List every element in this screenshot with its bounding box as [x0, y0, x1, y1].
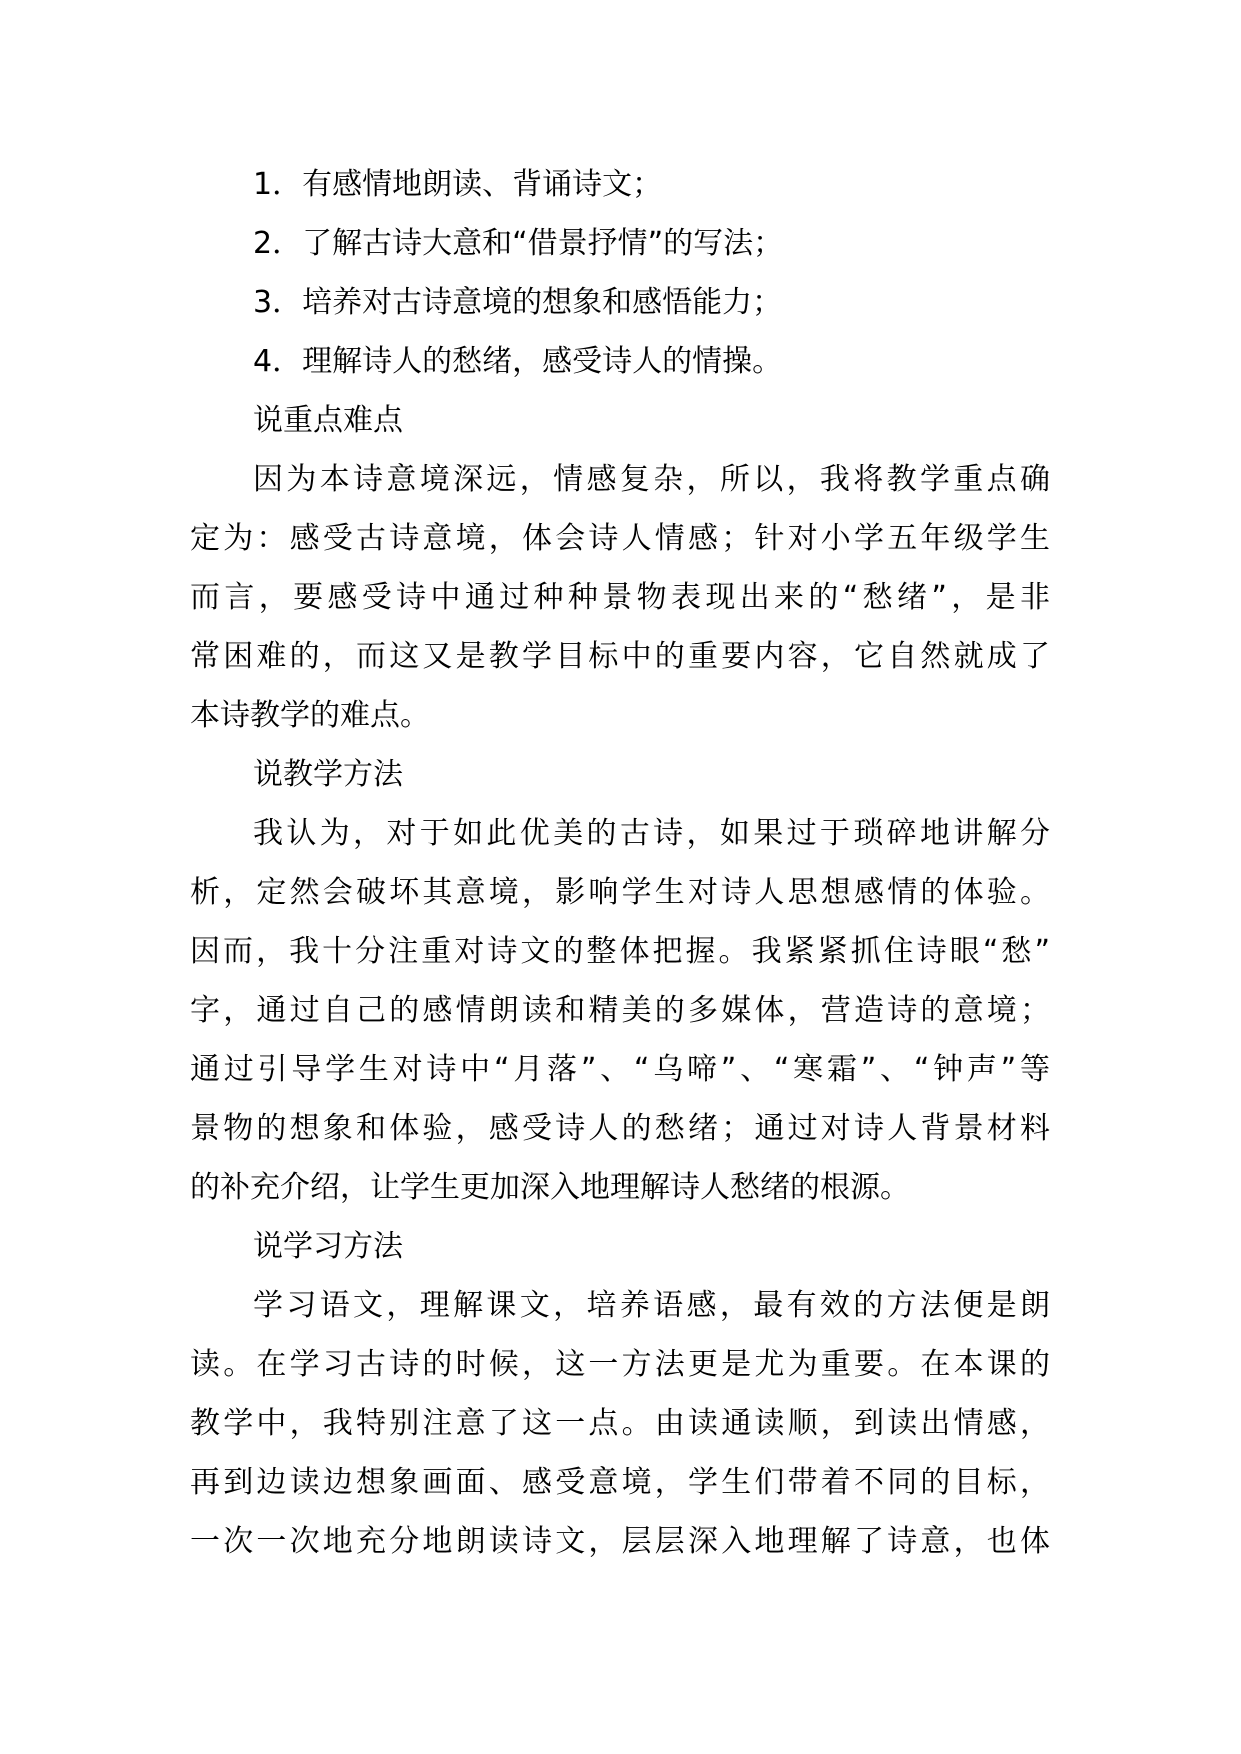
- paragraph-line: 本诗教学的难点。: [190, 698, 430, 733]
- paragraph-line: 定为：感受古诗意境，体会诗人情感；针对小学五年级学生: [190, 521, 1050, 556]
- section-heading-learning-method: 说学习方法: [253, 1229, 403, 1264]
- section-heading-key-points: 说重点难点: [253, 403, 403, 438]
- section-heading-teaching-method: 说教学方法: [253, 757, 403, 792]
- paragraph-line: 的补充介绍，让学生更加深入地理解诗人愁绪的根源。: [190, 1170, 910, 1205]
- paragraph-line: 常困难的，而这又是教学目标中的重要内容，它自然就成了: [190, 639, 1050, 674]
- paragraph-line: 学习语文，理解课文，培养语感，最有效的方法便是朗: [253, 1288, 1050, 1323]
- paragraph-line: 通过引导学生对诗中“月落”、“乌啼”、“寒霜”、“钟声”等: [190, 1052, 1050, 1087]
- paragraph-line: 字，通过自己的感情朗读和精美的多媒体，营造诗的意境；: [190, 993, 1050, 1028]
- objective-4: 4．理解诗人的愁绪，感受诗人的情操。: [253, 344, 783, 379]
- paragraph-line: 我认为，对于如此优美的古诗，如果过于琐碎地讲解分: [253, 816, 1050, 851]
- paragraph-line: 一次一次地充分地朗读诗文，层层深入地理解了诗意，也体: [190, 1524, 1050, 1559]
- paragraph-line: 读。在学习古诗的时候，这一方法更是尤为重要。在本课的: [190, 1347, 1050, 1382]
- paragraph-line: 教学中，我特别注意了这一点。由读通读顺，到读出情感，: [190, 1406, 1050, 1441]
- paragraph-line: 因为本诗意境深远，情感复杂，所以，我将教学重点确: [253, 462, 1050, 497]
- paragraph-line: 析，定然会破坏其意境，影响学生对诗人思想感情的体验。: [190, 875, 1050, 910]
- objective-2: 2．了解古诗大意和“借景抒情”的写法；: [253, 226, 784, 261]
- objective-3: 3．培养对古诗意境的想象和感悟能力；: [253, 285, 783, 320]
- paragraph-line: 再到边读边想象画面、感受意境，学生们带着不同的目标，: [190, 1465, 1050, 1500]
- objective-1: 1．有感情地朗读、背诵诗文；: [253, 167, 663, 202]
- paragraph-line: 景物的想象和体验，感受诗人的愁绪；通过对诗人背景材料: [190, 1111, 1050, 1146]
- paragraph-line: 而言，要感受诗中通过种种景物表现出来的“愁绪”，是非: [190, 580, 1050, 615]
- paragraph-line: 因而，我十分注重对诗文的整体把握。我紧紧抓住诗眼“愁”: [190, 934, 1050, 969]
